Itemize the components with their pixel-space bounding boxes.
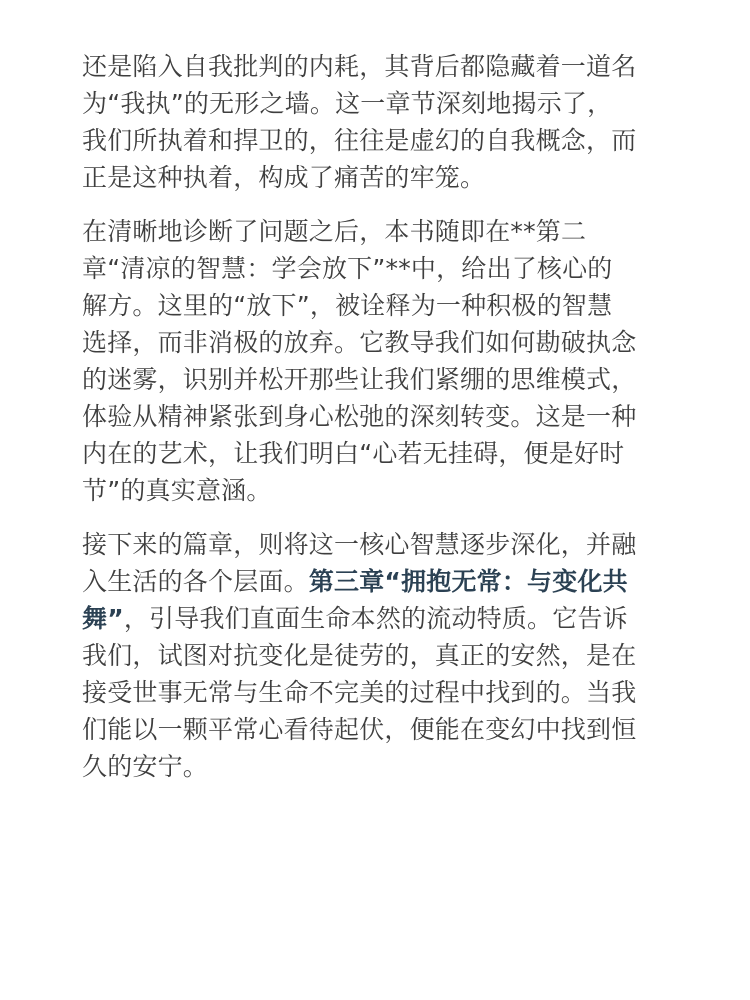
text-line: 体验从精神紧张到身心松弛的深刻转变。这是一种 <box>82 402 637 431</box>
text-line: 们能以一颗平常心看待起伏，便能在变幻中找到恒 <box>82 715 637 744</box>
text-fragment: ，引导我们直面生命本然的流动特质。它告诉 <box>123 604 628 633</box>
text-line: 解方。这里的“放下”，被诠释为一种积极的智慧 <box>82 291 613 320</box>
text-line: 接受世事无常与生命不完美的过程中找到的。当我 <box>82 678 637 707</box>
chapter-title-highlight: 舞” <box>82 604 124 633</box>
paragraph-3 <box>82 526 750 785</box>
text-line: 的迷雾，识别并松开那些让我们紧绷的思维模式， <box>82 365 637 394</box>
text-line: 在清晰地诊断了问题之后，本书随即在**第二 <box>82 217 587 246</box>
text-line: 节”的真实意涵。 <box>82 476 272 505</box>
text-line: 我们所执着和捍卫的，往往是虚幻的自我概念，而 <box>82 126 637 155</box>
text-line: 我们，试图对抗变化是徒劳的，真正的安然，是在 <box>82 641 637 670</box>
text-line-mixed <box>82 600 750 637</box>
text-line: 章“清凉的智慧：学会放下”**中，给出了核心的 <box>82 254 613 283</box>
text-line: 接下来的篇章，则将这一核心智慧逐步深化，并融 <box>82 530 637 559</box>
paragraph-2 <box>82 213 750 509</box>
text-line: 内在的艺术，让我们明白“心若无挂碍，便是好时 <box>82 439 625 468</box>
text-line-mixed <box>82 563 750 600</box>
chapter-title-highlight: 第三章“拥抱无常：与变化共 <box>308 567 628 596</box>
text-line: 选择，而非消极的放弃。它教导我们如何勘破执念 <box>82 328 637 357</box>
text-fragment: 入生活的各个层面。 <box>82 567 309 596</box>
paragraph-1 <box>82 48 750 196</box>
text-line: 还是陷入自我批判的内耗，其背后都隐藏着一道名 <box>82 52 637 81</box>
text-line: 久的安宁。 <box>82 752 209 781</box>
text-line: 为“我执”的无形之墙。这一章节深刻地揭示了， <box>82 89 613 118</box>
text-line: 正是这种执着，构成了痛苦的牢笼。 <box>82 163 486 192</box>
